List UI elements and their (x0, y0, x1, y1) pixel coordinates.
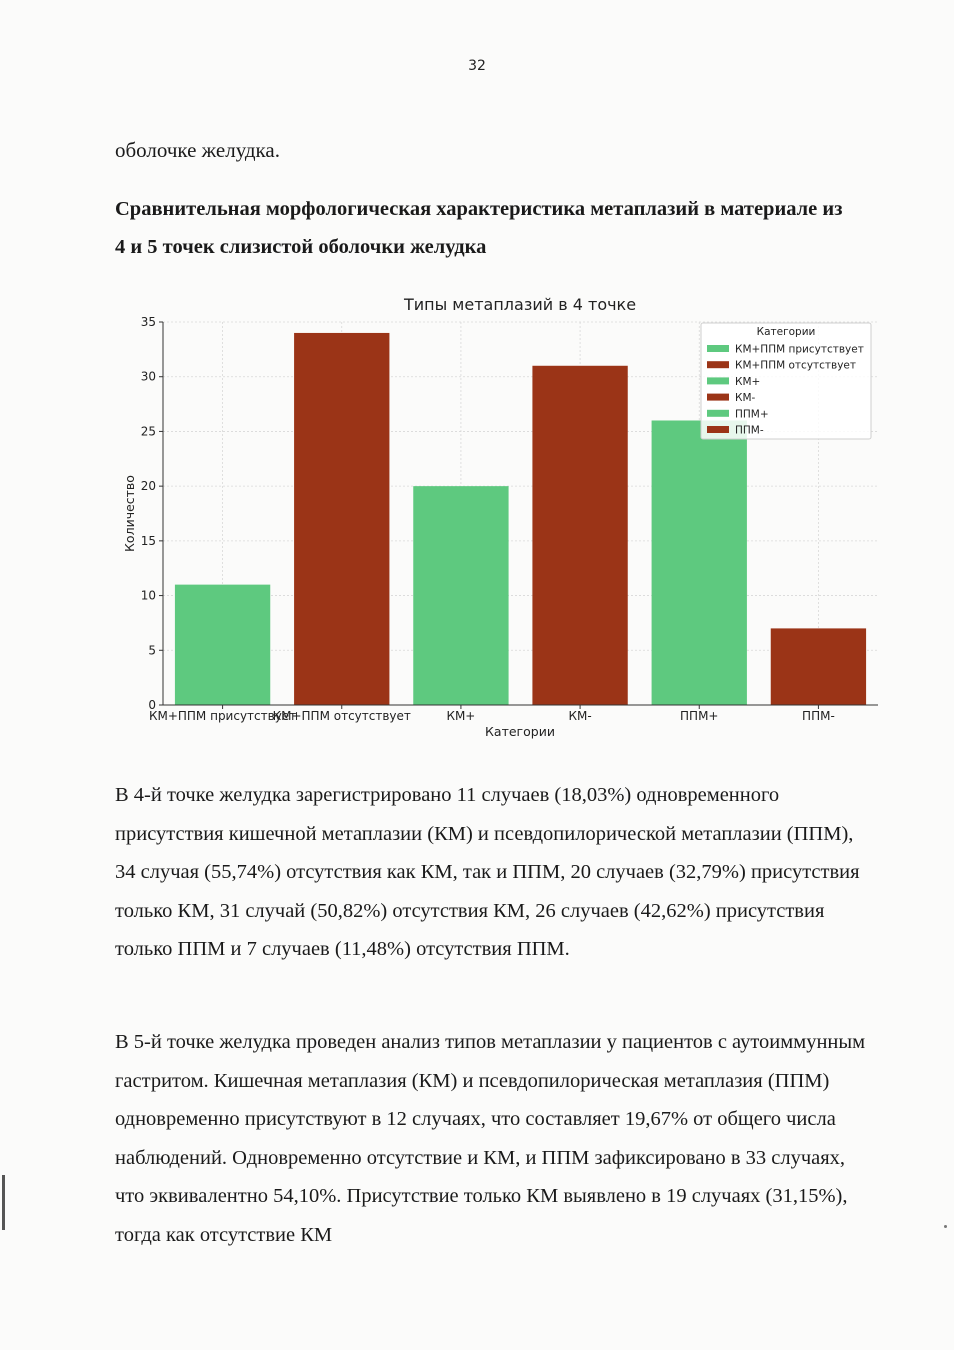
legend-entry: ППМ- (735, 424, 764, 437)
legend-entry: КМ+ (735, 375, 761, 388)
legend-swatch (707, 394, 729, 401)
legend-swatch (707, 345, 729, 352)
x-tick-label: КМ+ППМ присутствует (148, 709, 297, 723)
paragraph-point-5: В 5-й точке желудка проведен анализ типов метаплазии у пациентов с аутоиммунным гастритом. Кишечная метаплазия (КМ) и псевдопилорическая метаплазия (ППМ) одновременно присутствуют в 12 случаях, что составляет 19,67% от общего числа наблюдений. Одновременно отсутствие и КМ, и ППМ зафиксировано в 33 случаях, что эквивалентно 54,10%. Присутствие только КМ выявлено в 19 случаях (31,15%), тогда как отсутствие КМ (115, 1031, 866, 1246)
legend-entry: КМ+ППМ присутствует (735, 343, 864, 356)
scan-artifact (2, 1175, 5, 1230)
bar-chart (112, 288, 892, 748)
paragraph-point-4: В 4-й точке желудка зарегистрировано 11 случаев (18,03%) одновременного присутствия кишечной метаплазии (КМ) и псевдопилорической метаплазии (ППМ), 34 случая (55,74%) отсутствия как КМ, так и ППМ, 20 случаев (32,79%) присутствия только КМ, 31 случай (50,82%) отсутствия КМ, 26 случаев (42,62%) присутствия только ППМ и 7 случаев (11,48%) отсутствия ППМ. (115, 784, 860, 960)
bar (652, 420, 747, 705)
y-tick-label: 25 (140, 424, 156, 439)
x-tick-label: КМ+ППМ отсутствует (272, 709, 411, 723)
x-tick-label: ППМ+ (680, 709, 719, 723)
legend-swatch (707, 426, 729, 433)
legend-swatch (707, 361, 729, 368)
bar (532, 366, 627, 705)
legend-entry: КМ- (735, 392, 756, 405)
chart-title: Типы метаплазий в 4 точке (403, 295, 637, 314)
y-axis-label: Количество (122, 475, 137, 552)
bar (294, 333, 389, 705)
chart-legend (701, 323, 871, 439)
x-tick-label: КМ+ (446, 709, 476, 723)
y-tick-label: 5 (148, 643, 156, 658)
scan-artifact (944, 1225, 947, 1228)
legend-entry: КМ+ППМ отсутствует (735, 359, 857, 372)
page-number: 32 (468, 58, 486, 74)
legend-swatch (707, 377, 729, 384)
y-tick-label: 0 (148, 698, 156, 712)
bar (413, 486, 508, 705)
legend-swatch (707, 410, 729, 417)
legend-title: Категории (756, 326, 816, 338)
legend-entry: ППМ+ (735, 408, 769, 421)
bar (175, 585, 270, 705)
y-tick-label: 15 (140, 533, 156, 548)
y-tick-label: 30 (140, 369, 156, 384)
x-tick-label: ППМ- (802, 709, 835, 723)
bar (771, 628, 866, 705)
y-tick-label: 35 (140, 315, 156, 329)
continued-text: оболочке желудка. (115, 138, 281, 162)
x-axis-label: Категории (485, 724, 555, 739)
section-heading: Сравнительная морфологическая характеристика метаплазий в материале из 4 и 5 точек слизистой оболочки желудка (115, 198, 843, 258)
x-tick-label: КМ- (568, 709, 592, 723)
y-tick-label: 10 (140, 588, 156, 603)
y-tick-label: 20 (140, 479, 156, 494)
